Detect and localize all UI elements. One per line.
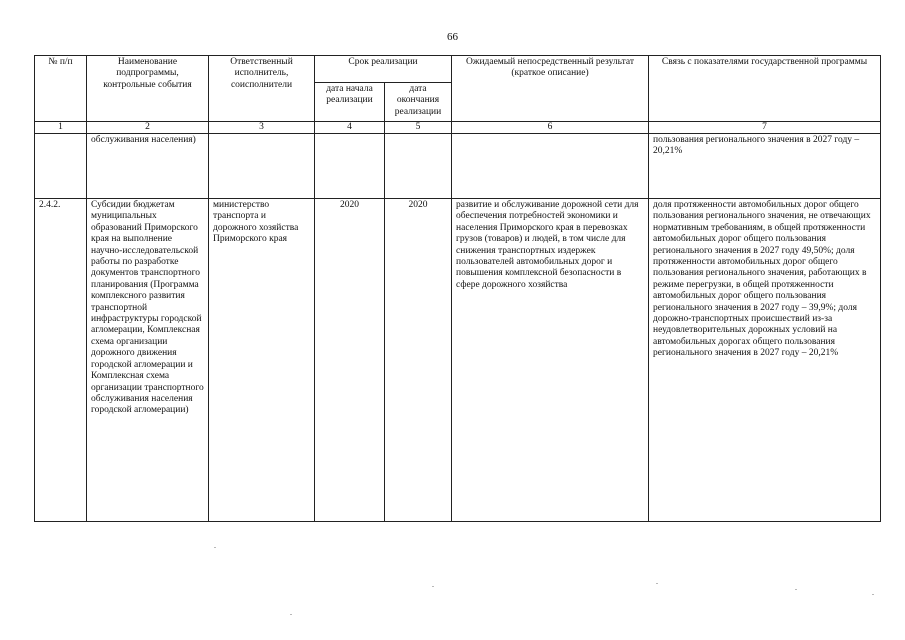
column-number: 5	[385, 122, 452, 134]
row-name: обслуживания населения)	[87, 134, 209, 199]
page-number: 66	[447, 31, 458, 43]
header-period: Срок реализации	[315, 56, 452, 83]
header-start-date: дата начала реализации	[315, 83, 385, 122]
table-row	[35, 134, 881, 199]
header-row	[35, 56, 881, 83]
row-executor: министерство транспорта и дорожного хозяйства Приморского края	[209, 199, 315, 522]
scan-speck	[795, 589, 797, 590]
column-number: 7	[649, 122, 881, 134]
column-number: 1	[35, 122, 87, 134]
column-number: 2	[87, 122, 209, 134]
row-start-date	[315, 134, 385, 199]
row-result	[452, 134, 649, 199]
column-number: 4	[315, 122, 385, 134]
scan-speck	[432, 586, 434, 587]
column-number: 3	[209, 122, 315, 134]
header-number: № п/п	[35, 56, 87, 122]
header-result: Ожидаемый непосредственный результат (краткое описание)	[452, 56, 649, 122]
row-link: доля протяженности автомобильных дорог общего пользования регионального значения, не отвечающих нормативным требованиям, в общей протяженности автомобильных дорог общего пользования регионального значения в 2027 году 49,50%; доля протяженности автомобильных дорог общего пользования регионального значения, работающих в режиме перегрузки, в общей протяженности автомобильных дорог общего пользования регионального значения в 2027 году – 39,9%; доля дорожно-транспортных происшествий из-за неудовлетворительных дорожных условий на автомобильных дорогах общего пользования регионального значения в 2027 году – 20,21%	[649, 199, 881, 522]
row-end-date	[385, 134, 452, 199]
program-table	[34, 55, 881, 522]
header-executor: Ответственный исполнитель, соисполнители	[209, 56, 315, 122]
row-start-date: 2020	[315, 199, 385, 522]
scan-speck	[872, 594, 874, 595]
column-number: 6	[452, 122, 649, 134]
row-link: пользования регионального значения в 2027 году – 20,21%	[649, 134, 881, 199]
row-number: 2.4.2.	[35, 199, 87, 522]
header-link: Связь с показателями государственной программы	[649, 56, 881, 122]
row-end-date: 2020	[385, 199, 452, 522]
row-result: развитие и обслуживание дорожной сети для обеспечения потребностей экономики и населения Приморского края в перевозках грузов (товаров) и людей, в том числе для снижения транспортных издержек пользователей автомобильных дорог и повышения комплексной безопасности в сфере дорожного хозяйства	[452, 199, 649, 522]
column-number-row	[35, 122, 881, 134]
table-row	[35, 199, 881, 522]
row-name: Субсидии бюджетам муниципальных образований Приморского края на выполнение научно-исследовательской работы по разработке документов транспортного планирования (Программа комплексного развития транспортной инфраструктуры городской агломерации, Комплексная схема организации дорожного движения городской агломерации и Комплексная схема организации транспортного обслуживания населения городской агломерации)	[87, 199, 209, 522]
scan-speck	[214, 547, 216, 548]
scan-speck	[656, 583, 658, 584]
header-end-date: дата окончания реализации	[385, 83, 452, 122]
scan-speck	[290, 614, 292, 615]
header-name: Наименование подпрограммы, контрольные события	[87, 56, 209, 122]
row-number	[35, 134, 87, 199]
row-executor	[209, 134, 315, 199]
